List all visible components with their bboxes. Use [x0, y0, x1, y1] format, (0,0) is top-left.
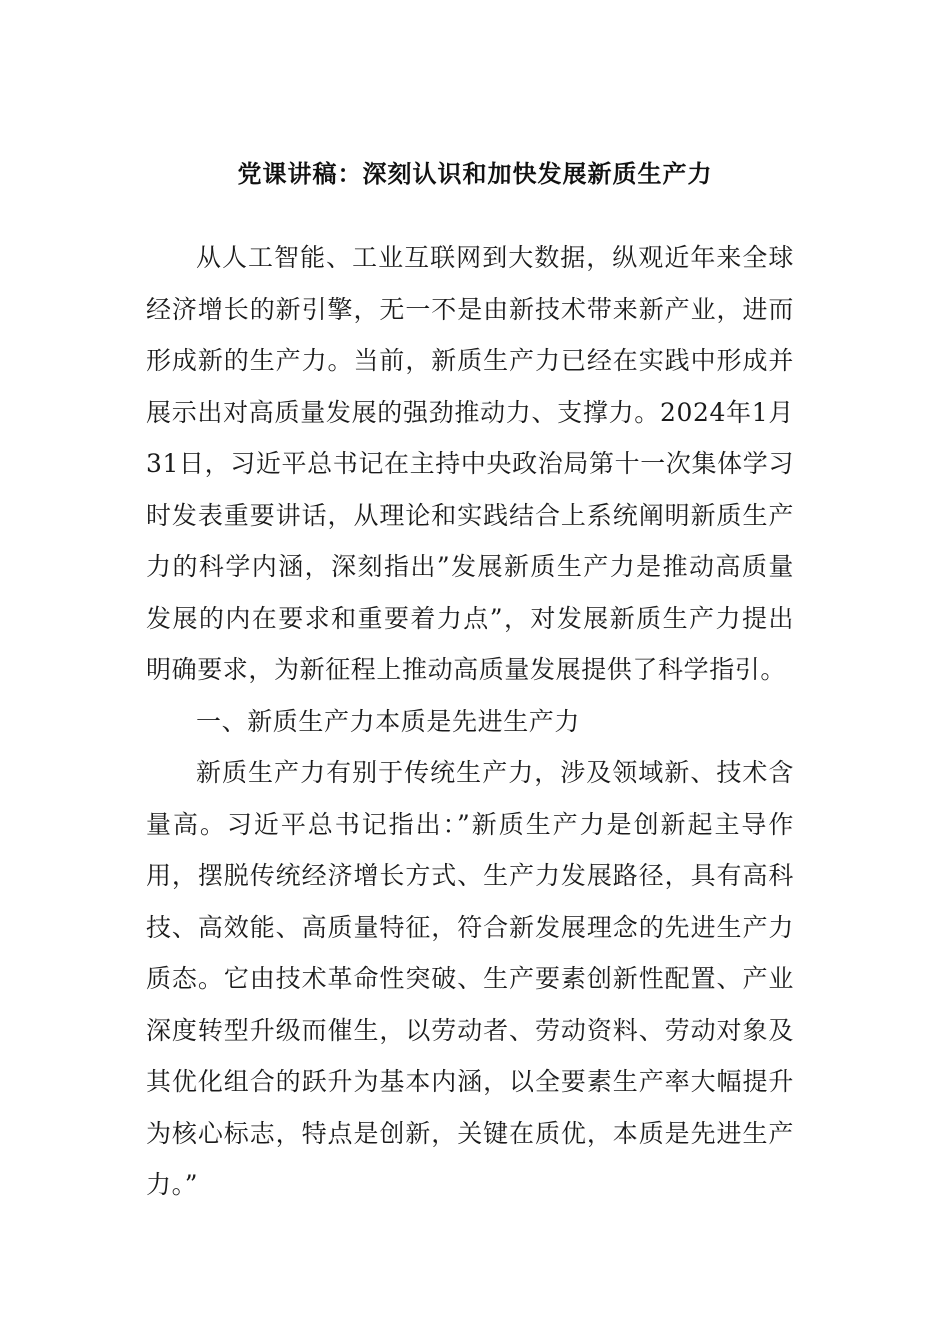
paragraph-intro: 从人工智能、工业互联网到大数据，纵观近年来全球经济增长的新引擎，无一不是由新技术带来新产业，进而形成新的生产力。当前，新质生产力已经在实践中形成并展示出对高质量发展的强劲推动力、支撑力。2024年1月31日，习近平总书记在主持中央政治局第十一次集体学习时发表重要讲话，从理论和实践结合上系统阐明新质生产力的科学内涵，深刻指出”发展新质生产力是推动高质量发展的内在要求和重要着力点”，对发展新质生产力提出明确要求，为新征程上推动高质量发展提供了科学指引。	[146, 243, 794, 684]
section-heading-1: 一、新质生产力本质是先进生产力	[196, 706, 581, 736]
document-body	[146, 232, 794, 1211]
paragraph-section-1: 新质生产力有别于传统生产力，涉及领域新、技术含量高。习近平总书记指出：”新质生产力是创新起主导作用，摆脱传统经济增长方式、生产力发展路径，具有高科技、高效能、高质量特征，符合新发展理念的先进生产力质态。它由技术革命性突破、生产要素创新性配置、产业深度转型升级而催生，以劳动者、劳动资料、劳动对象及其优化组合的跃升为基本内涵，以全要素生产率大幅提升为核心标志，特点是创新，关键在质优，本质是先进生产力。”	[146, 758, 794, 1199]
document-title: 党课讲稿：深刻认识和加快发展新质生产力	[237, 160, 713, 188]
